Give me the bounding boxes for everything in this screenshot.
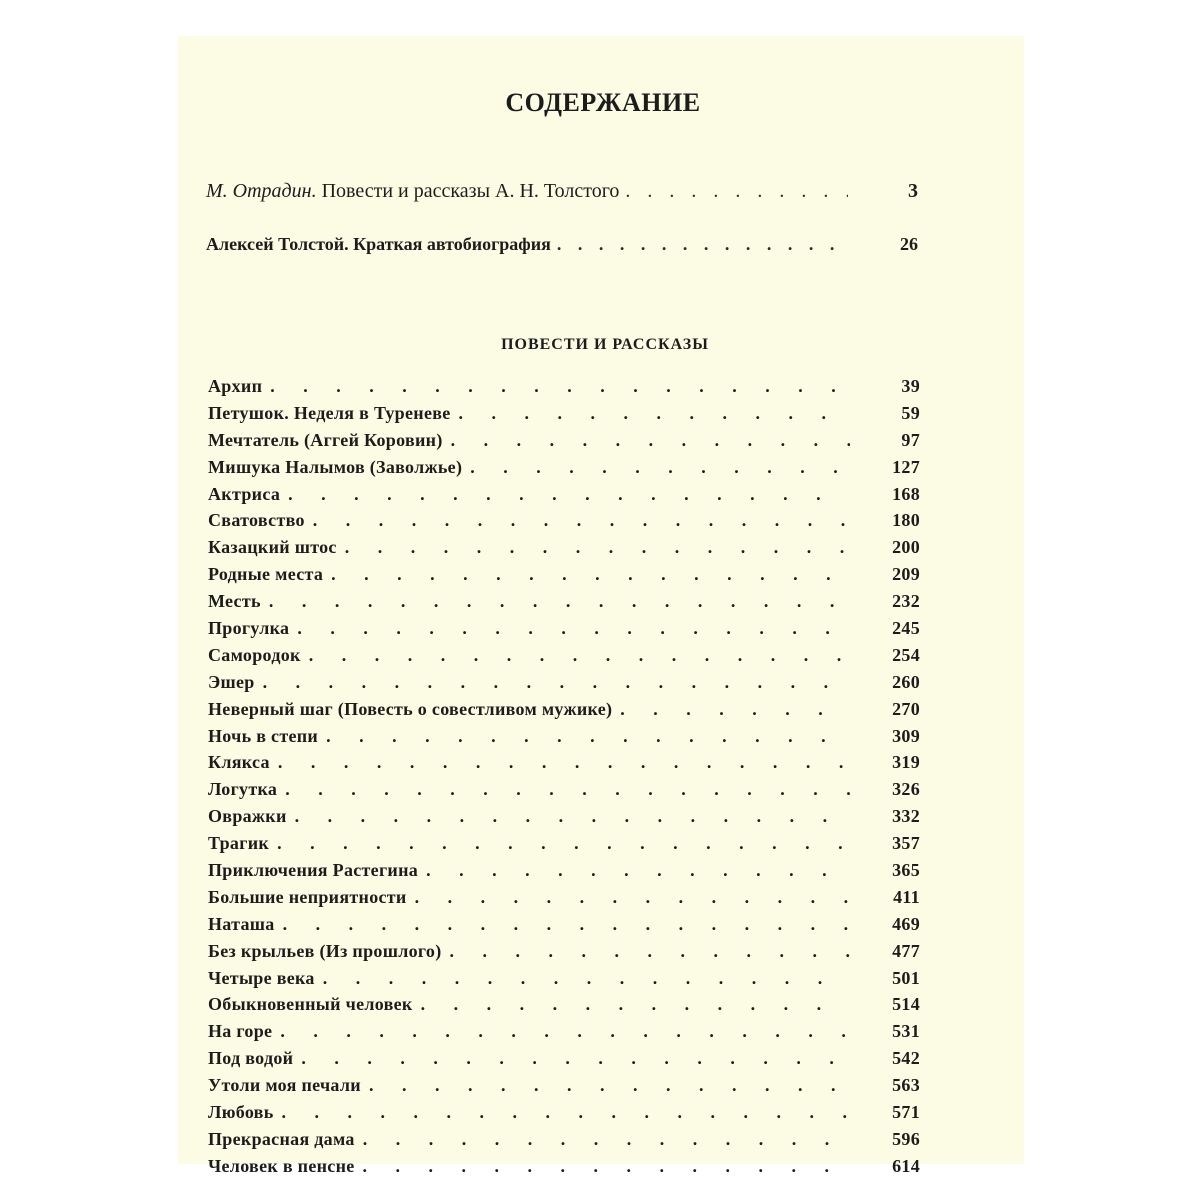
- entry-title: Повести и рассказы А. Н. Толстого: [321, 180, 620, 202]
- dot-leader: [413, 994, 850, 1015]
- entry-page-number: 469: [892, 913, 920, 934]
- dot-leader: [275, 914, 850, 935]
- dot-leader: [301, 645, 850, 666]
- toc-entry: [208, 833, 920, 860]
- entry-page-number: 531: [892, 1021, 920, 1042]
- entry-title: Овражки: [208, 806, 287, 827]
- entry-page-number: 542: [892, 1048, 920, 1069]
- entry-title: Прекрасная дама: [208, 1128, 355, 1149]
- entry-page-number: 180: [892, 510, 920, 531]
- entry-title: Обыкновенный человек: [208, 994, 413, 1015]
- entry-title: Утоли моя печали: [208, 1075, 361, 1096]
- dot-leader: [305, 510, 850, 531]
- entry-page-number: 332: [892, 806, 920, 827]
- entry-title: Человек в пенсне: [208, 1155, 355, 1176]
- entry-page-number: 614: [892, 1155, 920, 1176]
- toc-entry: [208, 1048, 920, 1075]
- entry-title: Наташа: [208, 913, 275, 934]
- entry-title: Прогулка: [208, 618, 290, 639]
- page-title: СОДЕРЖАНИЕ: [505, 88, 701, 117]
- entry-title: Петушок. Неделя в Туреневе: [208, 402, 451, 423]
- entry-page-number: 97: [901, 429, 920, 450]
- dot-leader: [407, 887, 850, 908]
- entry-title: Четыре века: [208, 967, 315, 988]
- dot-leader: [287, 806, 850, 827]
- dot-leader: [443, 430, 850, 451]
- dot-leader: [261, 591, 850, 612]
- entry-page-number: 127: [892, 456, 920, 477]
- entry-page-number: 563: [892, 1075, 920, 1096]
- entry-page-number: 232: [892, 591, 920, 612]
- entry-title: Самородок: [208, 644, 301, 665]
- toc-entry: [208, 430, 920, 457]
- entry-page-number: 26: [900, 234, 918, 254]
- entry-page-number: 39: [901, 376, 920, 396]
- toc-entry: [208, 618, 920, 645]
- entry-title: Ночь в степи: [208, 725, 319, 746]
- entry-page-number: 245: [892, 618, 920, 639]
- dot-leader: [277, 779, 850, 800]
- entry-page-number: 309: [892, 725, 920, 746]
- dot-leader: [270, 752, 850, 773]
- entry-author: М. Отрадин.: [206, 180, 317, 202]
- entry-page-number: 326: [892, 779, 920, 800]
- entry-page-number: 357: [892, 833, 920, 854]
- dot-leader: [280, 484, 850, 505]
- dot-leader: [323, 564, 850, 585]
- toc-entry: [208, 1129, 920, 1156]
- toc-entry: [208, 484, 920, 511]
- toc-entry: [208, 941, 920, 968]
- toc-entry: [208, 672, 920, 699]
- entry-page-number: 501: [892, 967, 920, 988]
- entry-page-number: 319: [892, 752, 920, 773]
- toc-entry: [208, 726, 920, 753]
- entry-title: Актриса: [208, 483, 281, 504]
- entry-title: Эшер: [208, 671, 255, 692]
- toc-entry: [208, 403, 920, 430]
- dot-leader: [318, 726, 850, 747]
- dot-leader: [355, 1129, 850, 1150]
- toc-entry: [208, 779, 920, 806]
- entry-label: [206, 180, 619, 203]
- toc-entry: [208, 752, 920, 779]
- toc-entry: [208, 887, 920, 914]
- entry-title: Казацкий штос: [208, 537, 337, 558]
- toc-entry: [208, 994, 920, 1021]
- entry-title: Алексей Толстой. Краткая автобиография: [206, 234, 551, 254]
- dot-leader: [293, 1048, 850, 1069]
- entry-page-number: 514: [892, 994, 920, 1015]
- entry-title: Логутка: [208, 779, 278, 800]
- dot-leader: [337, 537, 850, 558]
- entry-title: Месть: [208, 591, 261, 612]
- dot-leader: [274, 1102, 850, 1123]
- toc-entry: [208, 1102, 920, 1129]
- entry-page-number: 411: [893, 886, 920, 907]
- dot-leader: [462, 457, 850, 478]
- entry-title: Приключения Растегина: [208, 860, 419, 881]
- toc-entry: [208, 564, 920, 591]
- dot-leader: [361, 1075, 850, 1096]
- dot-leader: [315, 968, 850, 989]
- dot-leader: [612, 699, 850, 720]
- dot-leader: [619, 180, 848, 203]
- entry-page-number: 260: [892, 671, 920, 692]
- entry-title: Трагик: [208, 833, 270, 854]
- entry-title: Клякса: [208, 752, 270, 773]
- dot-leader: [262, 376, 850, 397]
- entry-page-number: 200: [892, 537, 920, 558]
- book-page: [178, 36, 1024, 1176]
- entry-title: Неверный шаг (Повесть о совестливом мужике): [208, 698, 613, 719]
- toc-entry: [208, 591, 920, 618]
- dot-leader: [269, 833, 850, 854]
- entry-title: Родные места: [208, 564, 324, 585]
- toc-entry: [208, 537, 920, 564]
- section-heading: ПОВЕСТИ И РАССКАЗЫ: [501, 336, 709, 353]
- entry-page-number: 3: [908, 180, 918, 202]
- entry-title: Большие неприятности: [208, 886, 407, 907]
- toc-entry: [208, 806, 920, 833]
- entry-title: Под водой: [208, 1048, 294, 1069]
- entry-page-number: 168: [892, 483, 920, 504]
- dot-leader: [355, 1156, 850, 1177]
- entry-title: На горе: [208, 1021, 273, 1042]
- entry-title: Любовь: [208, 1102, 274, 1123]
- dot-leader: [442, 941, 850, 962]
- toc-entry: [208, 645, 920, 672]
- dot-leader: [451, 403, 850, 424]
- front-matter-entry: [206, 234, 918, 255]
- entry-title: Мишука Налымов (Заволжье): [208, 456, 463, 477]
- entry-title: Архип: [208, 376, 263, 396]
- toc-entry: [208, 968, 920, 995]
- toc-entry: [208, 860, 920, 887]
- table-of-contents: [178, 376, 1024, 1183]
- dot-leader: [255, 672, 850, 693]
- entry-page-number: 209: [892, 564, 920, 585]
- toc-entry: [208, 376, 920, 403]
- toc-entry: [208, 1156, 920, 1183]
- entry-title: Без крыльев (Из прошлого): [208, 940, 442, 961]
- toc-entry: [208, 1075, 920, 1102]
- front-matter-entry: [206, 180, 918, 203]
- entry-page-number: 59: [901, 402, 920, 423]
- entry-page-number: 365: [892, 860, 920, 881]
- entry-page-number: 477: [892, 940, 920, 961]
- toc-entry: [208, 510, 920, 537]
- toc-entry: [208, 1021, 920, 1048]
- entry-page-number: 254: [892, 644, 920, 665]
- dot-leader: [551, 234, 848, 255]
- entry-title: Мечтатель (Аггей Коровин): [208, 429, 443, 450]
- entry-page-number: 596: [892, 1128, 920, 1149]
- entry-title: Сватовство: [208, 510, 305, 531]
- toc-entry: [208, 914, 920, 941]
- toc-entry: [208, 457, 920, 484]
- entry-page-number: 270: [892, 698, 920, 719]
- dot-leader: [418, 860, 850, 881]
- dot-leader: [289, 618, 850, 639]
- entry-page-number: 571: [892, 1102, 920, 1123]
- dot-leader: [272, 1021, 850, 1042]
- toc-entry: [208, 699, 920, 726]
